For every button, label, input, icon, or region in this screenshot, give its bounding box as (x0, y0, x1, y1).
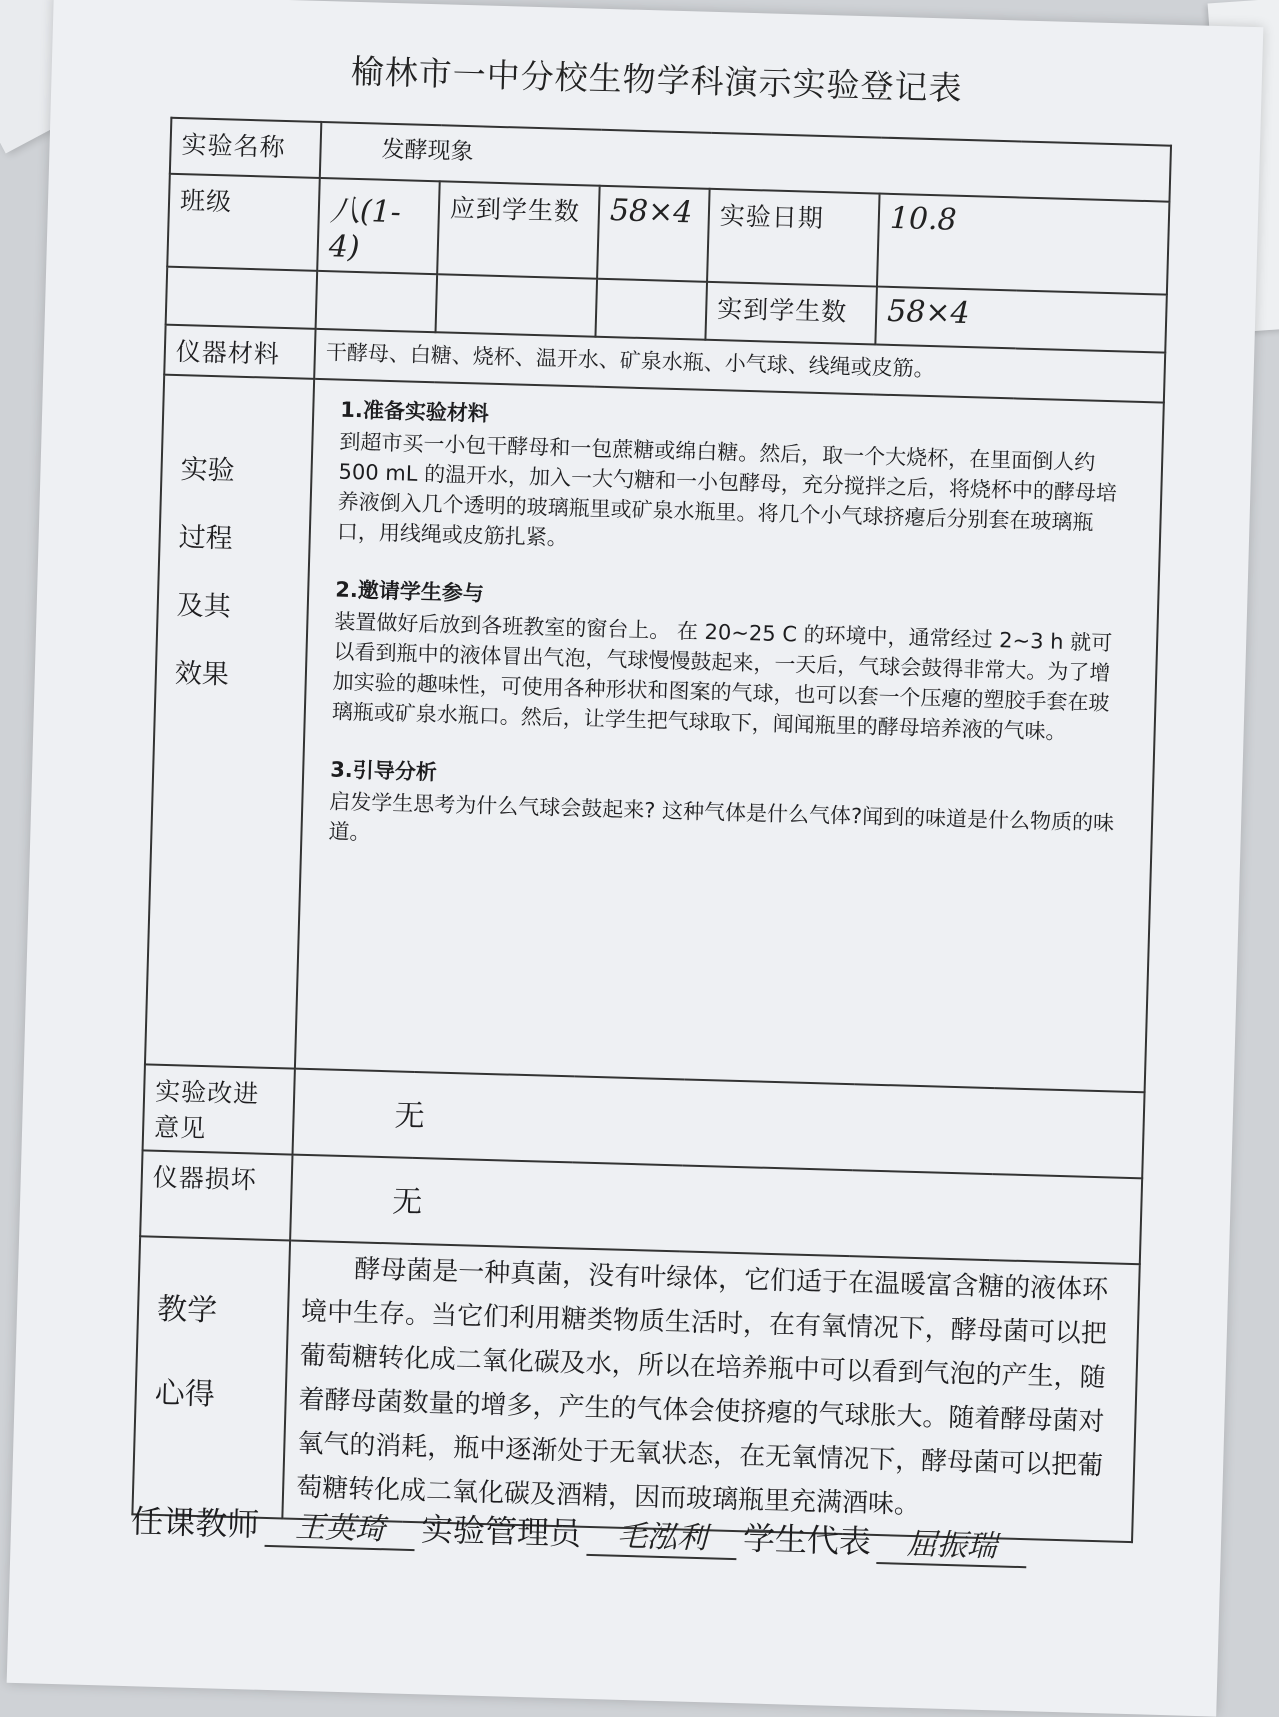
value-class: 八(1-4) (317, 178, 440, 274)
label-process-line: 效果 (174, 658, 230, 691)
label-experiment-name: 实验名称 (170, 118, 322, 178)
value-materials: 干酵母、白糖、烧杯、温开水、矿泉水瓶、小气球、线绳或皮筋。 (314, 329, 1165, 403)
experiment-table (131, 117, 1172, 1543)
process-text: 启发学生思考为什么气球会鼓起来? 这种气体是什么气体?闻到的味道是什么物质的味道。 (328, 789, 1115, 845)
process-content (295, 379, 1164, 1092)
row-process (145, 375, 1164, 1093)
label-process-line: 过程 (178, 522, 234, 555)
label-improvement: 实验改进意见 (143, 1064, 295, 1154)
teacher-signature: 王英琦 (265, 1501, 416, 1551)
value-experiment-name: 发酵现象 (320, 122, 1171, 202)
process-heading: 2.邀请学生参与 (334, 577, 485, 606)
student-label: 学生代表 (742, 1519, 872, 1561)
blank-cell (166, 267, 318, 329)
process-heading: 1.准备实验材料 (339, 397, 490, 426)
label-materials: 仪器材料 (164, 325, 315, 379)
label-reflection (132, 1236, 290, 1518)
value-actual-students: 58×4 (875, 287, 1167, 353)
process-text: 到超市买一小包干酵母和一包蔗糖或绵白糖。然后，取一个大烧杯，在里面倒人约 500 mL 的温开水，加入一大勺糖和一小包酵母，充分搅拌之后，将烧杯中的酵母培养液倒入几个透明的玻璃瓶里或矿泉水瓶里。将几个小气球挤瘪后分别套在玻璃瓶口，用线绳或皮筋扎紧。 (336, 429, 1118, 550)
label-class: 班级 (167, 174, 320, 271)
label-process (145, 375, 314, 1069)
value-improvement: 无 (293, 1069, 1145, 1179)
row-reflection (132, 1236, 1139, 1542)
label-reflection-line: 心得 (154, 1375, 216, 1413)
value-experiment-date: 10.8 (877, 194, 1170, 295)
process-heading: 3.引导分析 (329, 757, 438, 785)
teacher-label: 任课教师 (130, 1502, 260, 1544)
form-title: 榆林市一中分校生物学科演示实验登记表 (350, 51, 964, 108)
label-damage: 仪器损坏 (140, 1150, 292, 1240)
label-process-line: 实验 (180, 454, 235, 487)
value-damage: 无 (290, 1155, 1142, 1265)
label-process-line: 及其 (176, 590, 232, 623)
admin-label: 实验管理员 (420, 1510, 582, 1553)
blank-cell (595, 279, 707, 340)
admin-signature: 毛泓利 (586, 1510, 737, 1560)
value-expected-students: 58×4 (597, 186, 710, 282)
registration-form-sheet (7, 0, 1264, 1717)
student-signature: 屈振瑞 (876, 1518, 1027, 1568)
label-expected-students: 应到学生数 (437, 181, 600, 278)
reflection-text: 酵母菌是一种真菌，没有叶绿体，它们适于在温暖富含糖的液体环境中生存。当它们利用糖类物质生活时，在有氧情况下，酵母菌可以把葡萄糖转化成二氧化碳及水，所以在培养瓶中可以看到气泡的产生，随着酵母菌数量的增多，产生的气体会使挤瘪的气球胀大。随着酵母菌对氧气的消耗，瓶中逐渐处于无氧状态，在无氧情况下，酵母菌可以把葡萄糖转化成二氧化碳及酒精，因而玻璃瓶里充满酒味。 (295, 1254, 1109, 1521)
label-reflection-line: 教学 (156, 1291, 218, 1329)
process-text: 装置做好后放到各班教室的窗台上。 在 20~25 C 的环境中，通常经过 2~3 h 就可以看到瓶中的液体冒出气泡，气球慢慢鼓起来，一天后，气球会鼓得非常大。为了增加实验的趣味性，可使用各种形状和图案的气球，也可以套一个压瘪的塑胶手套在玻璃瓶或矿泉水瓶口。然后，让学生把气球取下，闻闻瓶里的酵母培养液的气味。 (331, 609, 1113, 744)
label-actual-students: 实到学生数 (705, 282, 877, 345)
blank-cell (436, 274, 598, 336)
reflection-content (282, 1241, 1139, 1543)
blank-cell (316, 271, 438, 332)
label-experiment-date: 实验日期 (707, 189, 880, 287)
